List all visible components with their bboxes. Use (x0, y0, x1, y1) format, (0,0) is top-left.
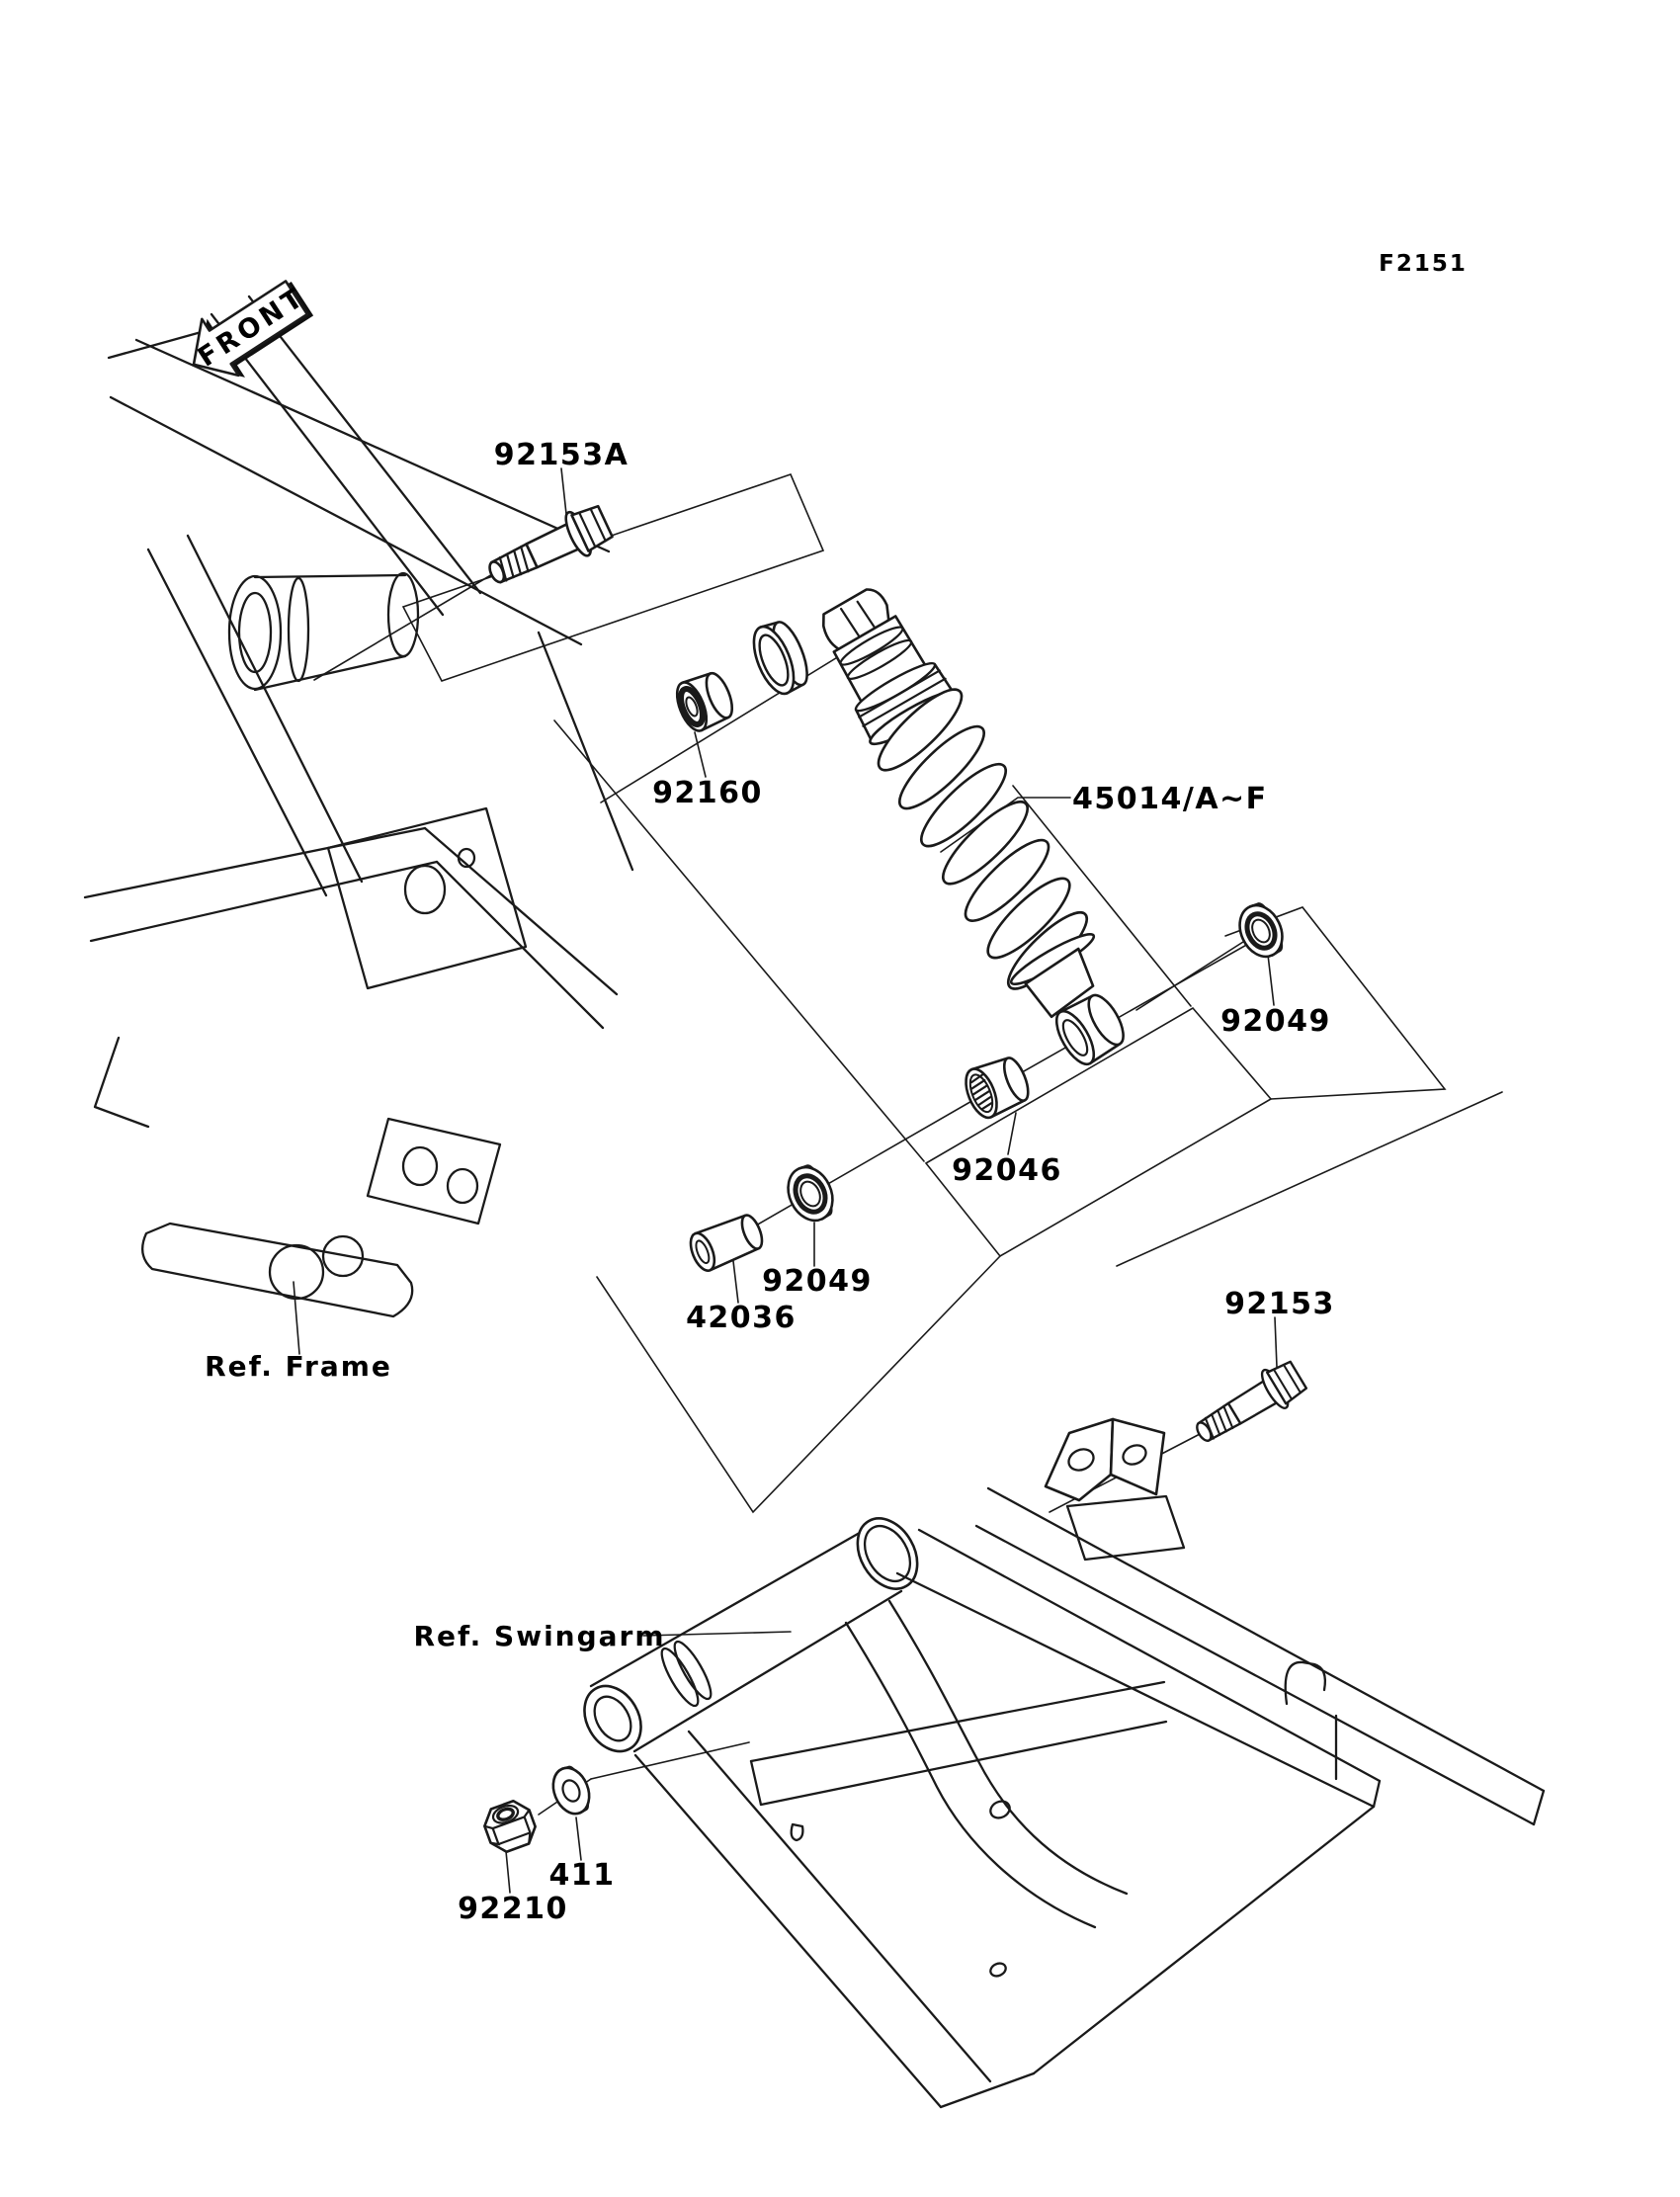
figure-code-label: F2151 (1379, 251, 1468, 277)
seal-left-drawing (780, 1160, 841, 1228)
upper-bolt-drawing (481, 500, 615, 596)
sleeve-drawing (686, 1211, 767, 1274)
label-92046: 92046 (952, 1153, 1062, 1188)
label-92049-left: 92049 (762, 1264, 873, 1299)
label-92210: 92210 (458, 1892, 568, 1926)
nut-drawing (480, 1797, 541, 1856)
seal-right-drawing (1231, 898, 1290, 964)
part-labels (205, 251, 1468, 1926)
front-direction-arrow (175, 266, 323, 396)
label-ref-frame: Ref. Frame (205, 1350, 392, 1383)
lower-bolt-drawing (1188, 1356, 1309, 1453)
swingarm-reference-drawing (573, 1419, 1544, 2107)
label-45014: 45014/A~F (1072, 782, 1268, 816)
needle-bearing-drawing (960, 1053, 1034, 1123)
label-92160: 92160 (652, 776, 763, 810)
label-ref-swingarm: Ref. Swingarm (413, 1620, 666, 1652)
front-arrow-label: FRONT (192, 281, 312, 374)
label-92153a: 92153A (493, 438, 630, 472)
washer-drawing (546, 1762, 596, 1818)
label-92153: 92153 (1224, 1287, 1335, 1321)
label-411: 411 (548, 1858, 616, 1893)
bushing-92160-drawing (671, 616, 814, 734)
label-92049-right: 92049 (1220, 1004, 1331, 1039)
label-42036: 42036 (686, 1301, 797, 1335)
